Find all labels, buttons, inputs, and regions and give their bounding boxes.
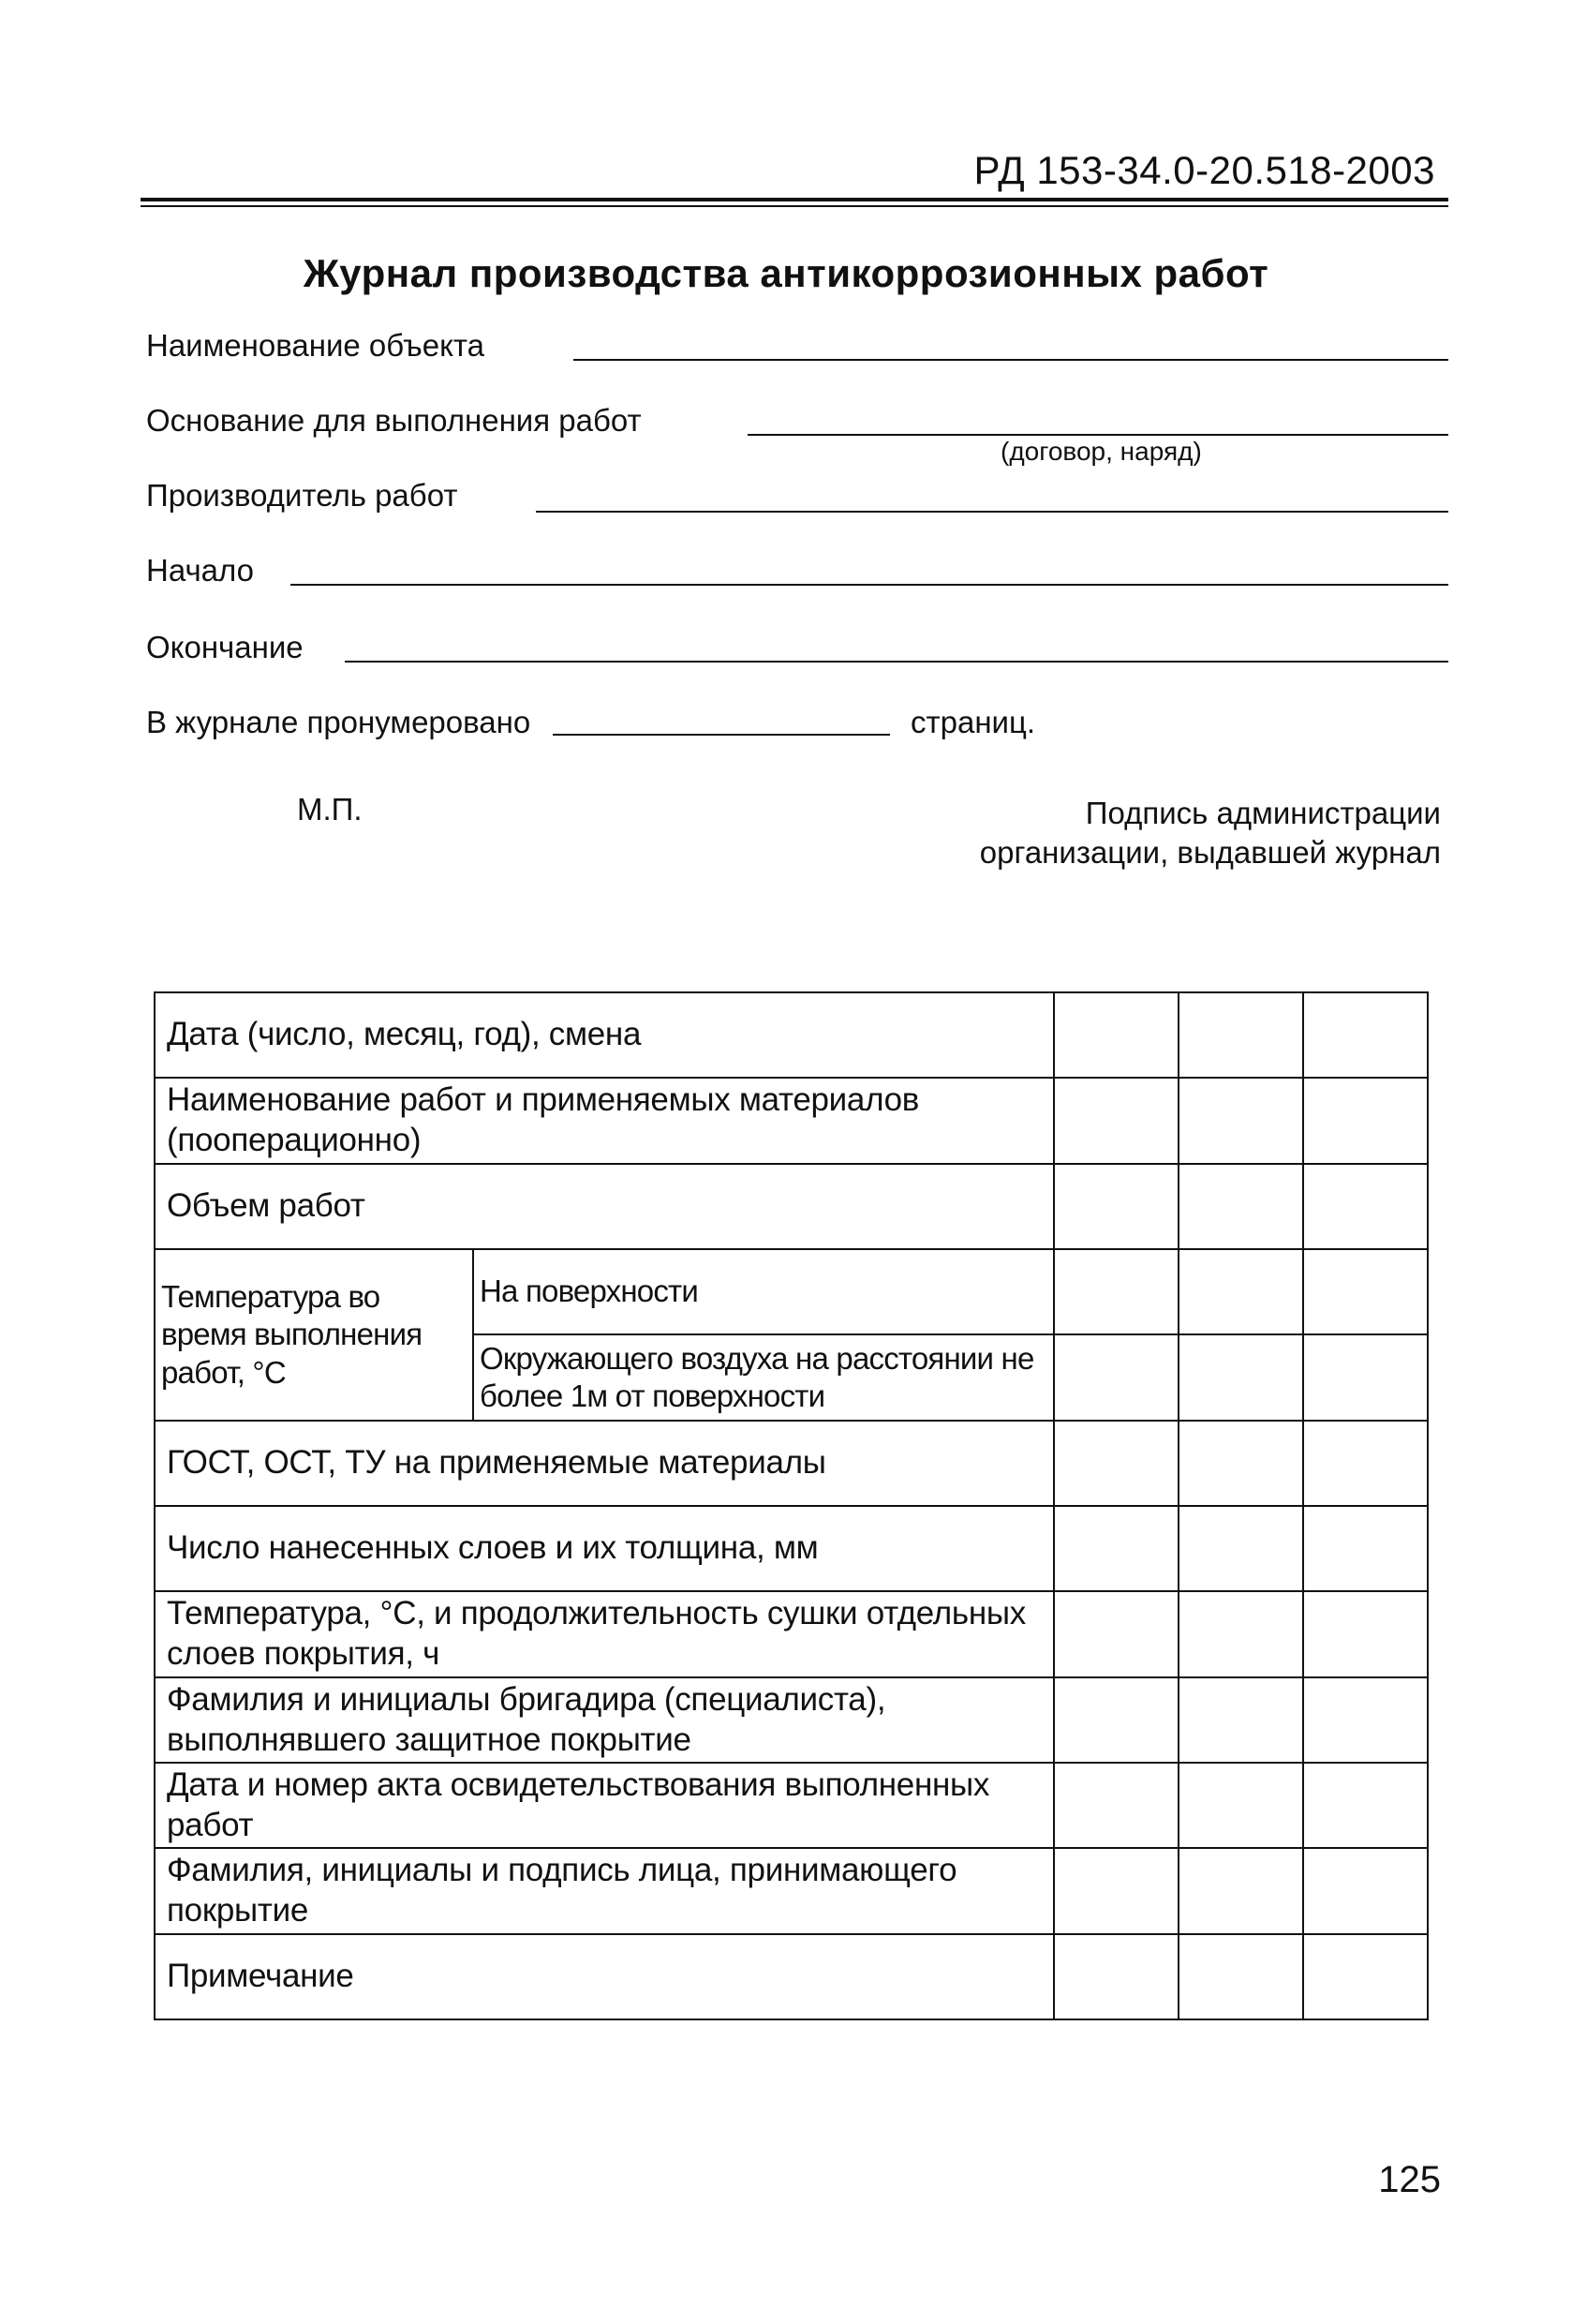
row-header-date: Дата (число, месяц, год), смена (155, 992, 1054, 1078)
row-header-acceptor: Фамилия, инициалы и подпись лица, принимающего покрытие (155, 1848, 1054, 1934)
table-cell[interactable] (1303, 1249, 1428, 1334)
table-cell[interactable] (1303, 1334, 1428, 1421)
table-cell[interactable] (1179, 1677, 1303, 1763)
table-cell[interactable] (1179, 1848, 1303, 1934)
table-cell[interactable] (1303, 1164, 1428, 1249)
table-row-standards (155, 1421, 1428, 1506)
basis-label: Основание для выполнения работ (146, 403, 642, 438)
basis-field[interactable] (748, 434, 1448, 436)
table-cell[interactable] (1179, 1334, 1303, 1421)
object-name-field[interactable] (573, 359, 1448, 361)
start-field[interactable] (290, 584, 1448, 586)
row-header-surface: На поверхности (473, 1249, 1054, 1334)
row-header-temperature-group: Температура во время выполнения работ, °С (155, 1249, 473, 1421)
signature-line-2: организации, выдавшей журнал (979, 834, 1441, 870)
table-cell[interactable] (1054, 1421, 1179, 1506)
table-row-surface-temp (155, 1249, 1428, 1334)
signature-line-1: Подпись администрации (1085, 796, 1441, 830)
table-cell[interactable] (1054, 1506, 1179, 1591)
table-cell[interactable] (1179, 1506, 1303, 1591)
table-cell[interactable] (1054, 1164, 1179, 1249)
page-number: 125 (1378, 2159, 1441, 2200)
contractor-label: Производитель работ (146, 478, 458, 513)
table-cell[interactable] (1303, 1078, 1428, 1164)
stamp-label: М.П. (297, 792, 363, 827)
table-cell[interactable] (1179, 1164, 1303, 1249)
table-cell[interactable] (1054, 992, 1179, 1078)
row-header-layers: Число нанесенных слоев и их толщина, мм (155, 1506, 1054, 1591)
journal-title: Журнал производства антикоррозионных работ (303, 251, 1269, 295)
table-row-layers (155, 1506, 1428, 1591)
row-header-foreman: Фамилия и инициалы бригадира (специалиста), выполнявшего защитное покрытие (155, 1677, 1054, 1763)
table-row-foreman (155, 1677, 1428, 1763)
signature-caption (980, 794, 1441, 872)
table-row-works (155, 1078, 1428, 1164)
document-code: РД 153-34.0-20.518-2003 (973, 148, 1435, 192)
row-header-standards: ГОСТ, ОСТ, ТУ на применяемые материалы (155, 1421, 1054, 1506)
contractor-field[interactable] (536, 511, 1448, 513)
table-cell[interactable] (1303, 1421, 1428, 1506)
table-row-drying (155, 1591, 1428, 1677)
header-rule-thin (141, 205, 1448, 207)
table-cell[interactable] (1179, 1763, 1303, 1848)
table-cell[interactable] (1054, 1677, 1179, 1763)
start-label: Начало (146, 553, 254, 588)
table-cell[interactable] (1303, 992, 1428, 1078)
row-header-volume: Объем работ (155, 1164, 1054, 1249)
journal-table (154, 991, 1429, 2020)
table-row-acceptor (155, 1848, 1428, 1934)
header-rule-thick (141, 198, 1448, 201)
row-header-act: Дата и номер акта освидетельствования выполненных работ (155, 1763, 1054, 1848)
table-row-volume (155, 1164, 1428, 1249)
row-header-works: Наименование работ и применяемых материалов (пооперационно) (155, 1078, 1054, 1164)
table-cell[interactable] (1054, 1249, 1179, 1334)
table-row-act (155, 1763, 1428, 1848)
row-header-drying: Температура, °С, и продолжительность сушки отдельных слоев покрытия, ч (155, 1591, 1054, 1677)
table-cell[interactable] (1054, 1591, 1179, 1677)
table-cell[interactable] (1303, 1934, 1428, 2019)
table-cell[interactable] (1303, 1506, 1428, 1591)
table-cell[interactable] (1303, 1591, 1428, 1677)
table-cell[interactable] (1303, 1677, 1428, 1763)
table-cell[interactable] (1179, 992, 1303, 1078)
table-cell[interactable] (1054, 1934, 1179, 2019)
table-cell[interactable] (1179, 1591, 1303, 1677)
row-header-note: Примечание (155, 1934, 1054, 2019)
pages-count-field[interactable] (553, 734, 890, 736)
end-label: Окончание (146, 630, 304, 664)
table-cell[interactable] (1179, 1421, 1303, 1506)
table-row-date (155, 992, 1428, 1078)
table-cell[interactable] (1054, 1334, 1179, 1421)
table-cell[interactable] (1179, 1078, 1303, 1164)
table-cell[interactable] (1303, 1848, 1428, 1934)
row-header-ambient: Окружающего воздуха на расстоянии не более 1м от поверхности (473, 1334, 1054, 1421)
pages-prefix: В журнале пронумеровано (146, 705, 531, 739)
end-field[interactable] (345, 661, 1448, 663)
table-cell[interactable] (1179, 1249, 1303, 1334)
table-row-note (155, 1934, 1428, 2019)
table-cell[interactable] (1054, 1848, 1179, 1934)
table-cell[interactable] (1054, 1763, 1179, 1848)
table-cell[interactable] (1054, 1078, 1179, 1164)
table-cell[interactable] (1303, 1763, 1428, 1848)
basis-hint: (договор, наряд) (1001, 437, 1202, 466)
object-name-label: Наименование объекта (146, 328, 484, 363)
pages-suffix: страниц. (911, 705, 1036, 739)
table-cell[interactable] (1179, 1934, 1303, 2019)
